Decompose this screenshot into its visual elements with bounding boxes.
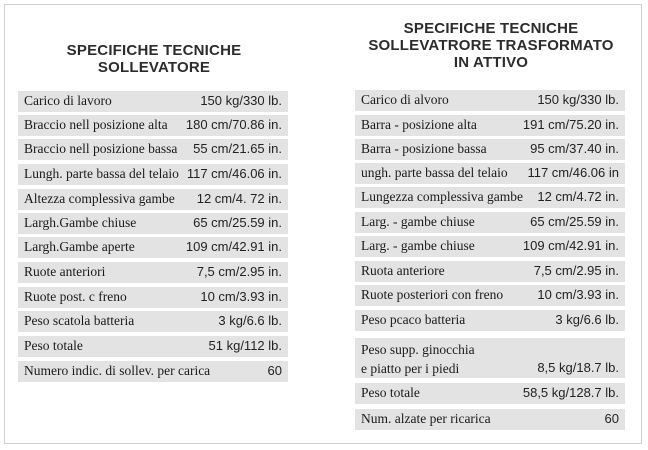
spec-row [18, 189, 288, 210]
spec-value: 12 cm/4.72 in. [537, 189, 619, 204]
spec-label: Lungezza complessiva gambe [361, 189, 523, 204]
spec-label: ungh. parte bassa del telaio [361, 165, 508, 180]
spec-label: Peso totale [361, 385, 420, 400]
spec-row [18, 139, 288, 160]
spec-value: 55 cm/21.65 in. [193, 141, 282, 156]
spec-label: Carico di lavoro [24, 93, 112, 108]
spec-value: 117 cm/46.06 in [527, 165, 619, 180]
spec-value: 3 kg/6.6 lb. [555, 312, 619, 327]
spec-value: 10 cm/3.93 in. [537, 287, 619, 302]
spec-label: Peso pcaco batteria [361, 312, 466, 327]
spec-row [18, 336, 288, 357]
spec-row [355, 261, 625, 282]
left-title-line1: SPECIFICHE TECNICHE [66, 42, 242, 59]
spec-value: 65 cm/25.59 in. [193, 215, 282, 230]
spec-value: 3 kg/6.6 lb. [218, 313, 282, 328]
spec-row [18, 262, 288, 283]
spec-value: 109 cm/42.91 in. [185, 239, 282, 254]
spec-row [355, 285, 625, 306]
left-table-title [18, 42, 290, 76]
spec-label: Peso totale [24, 338, 83, 353]
spec-label: Carico di alvoro [361, 92, 449, 107]
spec-value: 8,5 kg/18.7 lb. [537, 360, 619, 375]
spec-label: Barra - posizione bassa [361, 141, 487, 156]
spec-value: 117 cm/46.06 in. [186, 166, 282, 181]
spec-row [355, 187, 625, 208]
spec-row [355, 310, 625, 331]
spec-label: Braccio nell posizione alta [24, 117, 168, 132]
spec-value: 60 [267, 363, 282, 378]
spec-value: 12 cm/4. 72 in. [196, 191, 282, 206]
spec-label: Largh.Gambe aperte [24, 239, 135, 254]
right-table-title [346, 20, 636, 71]
spec-row [18, 237, 288, 258]
spec-label: Numero indic. di sollev. per carica [24, 363, 211, 378]
spec-label: Peso scatola batteria [24, 313, 135, 328]
spec-row [18, 164, 288, 185]
spec-row [355, 338, 625, 378]
spec-value: 150 kg/330 lb. [200, 93, 282, 108]
spec-row [355, 236, 625, 257]
spec-label: Ruote anteriori [24, 264, 106, 279]
spec-label: Num. alzate per ricarica [361, 411, 491, 426]
spec-label: Ruote posteriori con freno [361, 287, 504, 302]
spec-label: Altezza complessiva gambe [24, 191, 175, 206]
spec-value: 7,5 cm/2.95 in. [533, 263, 619, 278]
spec-label: Ruote post. c freno [24, 289, 127, 304]
spec-row [355, 409, 625, 430]
spec-row [355, 163, 625, 184]
spec-label [361, 340, 475, 378]
spec-value: 65 cm/25.59 in. [530, 214, 619, 229]
spec-row [355, 115, 625, 136]
spec-row [18, 115, 288, 136]
spec-label: Lungh. parte bassa del telaio [24, 166, 179, 181]
spec-value: 60 [604, 411, 619, 426]
spec-value: 95 cm/37.40 in. [530, 141, 619, 156]
right-title-line1: SPECIFICHE TECNICHE [403, 20, 579, 37]
spec-value: 109 cm/42.91 in. [522, 238, 619, 253]
spec-row [355, 90, 625, 111]
spec-value: 191 cm/75.20 in. [522, 117, 619, 132]
spec-label: Largh.Gambe chiuse [24, 215, 137, 230]
spec-row [18, 311, 288, 332]
spec-row [18, 361, 288, 382]
spec-value: 58,5 kg/128.7 lb. [522, 385, 619, 400]
spec-label: Larg. - gambe chiuse [361, 238, 475, 253]
spec-label: Braccio nell posizione bassa [24, 141, 178, 156]
spec-value: 180 cm/70.86 in. [185, 117, 282, 132]
left-title-line2: SOLLEVATORE [97, 59, 211, 76]
spec-row [355, 139, 625, 160]
spec-row [18, 91, 288, 112]
right-title-line3: IN ATTIVO [453, 54, 529, 71]
spec-row [18, 287, 288, 308]
spec-row [18, 213, 288, 234]
spec-value: 51 kg/112 lb. [208, 338, 282, 353]
spec-label-line2: e piatto per i piedi [361, 361, 460, 376]
spec-value: 7,5 cm/2.95 in. [196, 264, 282, 279]
spec-value: 10 cm/3.93 in. [200, 289, 282, 304]
spec-label: Ruota anteriore [361, 263, 445, 278]
spec-row [355, 383, 625, 404]
right-title-line2: SOLLEVATRORE TRASFORMATO [368, 37, 614, 54]
spec-label: Barra - posizione alta [361, 117, 477, 132]
spec-value: 150 kg/330 lb. [537, 92, 619, 107]
spec-label: Larg. - gambe chiuse [361, 214, 475, 229]
spec-row [355, 212, 625, 233]
spec-label-line1: Peso supp. ginocchia [361, 342, 475, 357]
